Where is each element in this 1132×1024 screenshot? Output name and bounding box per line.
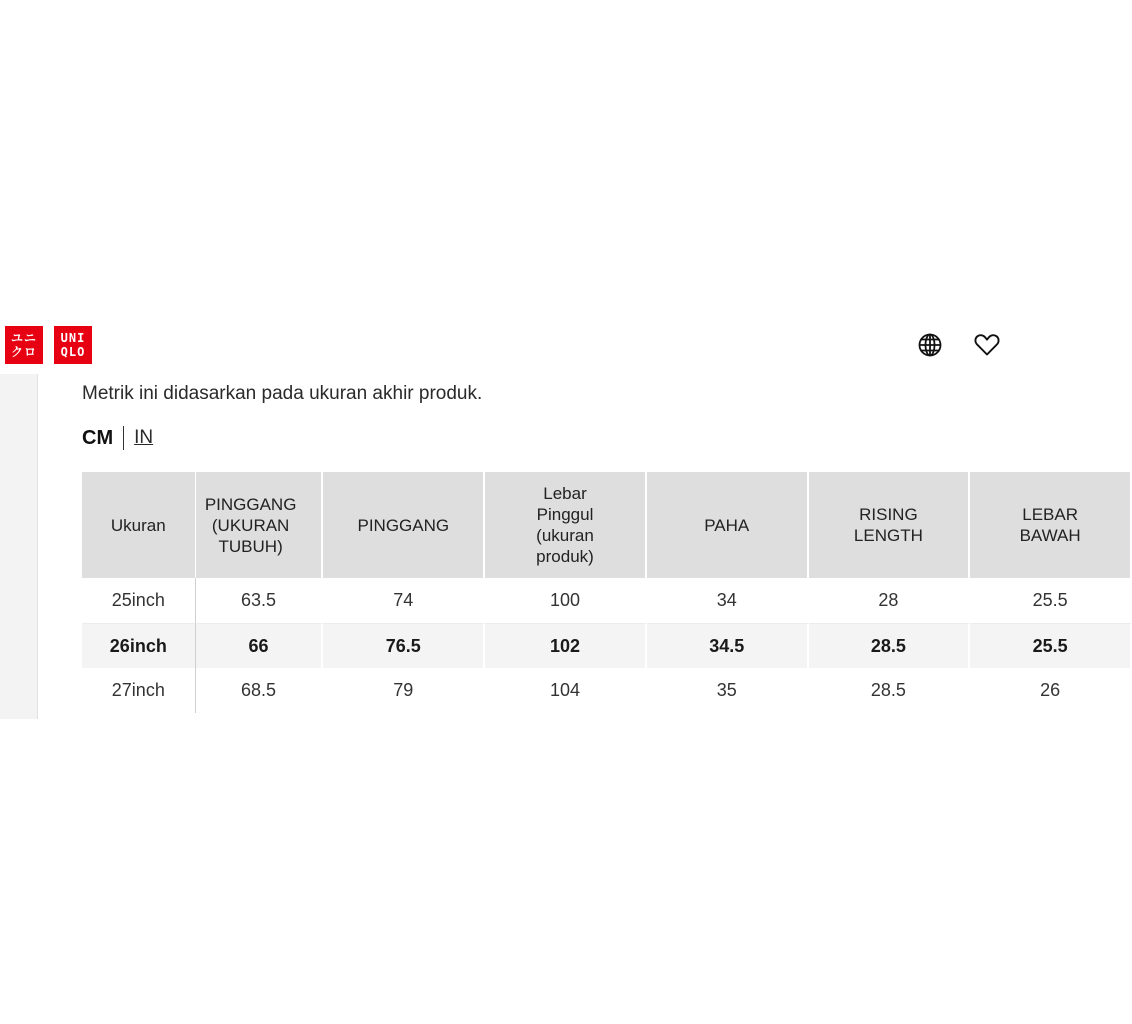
logo-kana-bottom: クロ (10, 345, 37, 359)
uniqlo-logo-katakana (5, 326, 43, 364)
uniqlo-logo-latin (54, 326, 92, 364)
table-row (82, 578, 1132, 623)
logo-kana-top: ユニ (10, 331, 37, 345)
size-table (82, 472, 1132, 713)
size-cell: 26inch (82, 623, 196, 668)
table-cell: 34 (647, 578, 809, 623)
table-cell: 28 (809, 578, 971, 623)
table-cell: 79 (323, 668, 485, 713)
table-cell: 68.5 (196, 668, 324, 713)
table-row (82, 668, 1132, 713)
table-cell: 74 (323, 578, 485, 623)
table-cell: 76.5 (323, 623, 485, 668)
unit-toggle (82, 426, 153, 450)
table-cell: 102 (485, 623, 647, 668)
table-cell: 35 (647, 668, 809, 713)
header-size: Ukuran (82, 472, 196, 578)
globe-icon[interactable] (916, 331, 944, 359)
table-cell: 66 (196, 623, 324, 668)
side-panel-rail (0, 374, 38, 719)
table-cell: 28.5 (809, 668, 971, 713)
size-cell: 25inch (82, 578, 196, 623)
header-hip-width: Lebar Pinggul (ukuran produk) (485, 472, 647, 578)
table-header-row (82, 472, 1132, 578)
table-cell: 34.5 (647, 623, 809, 668)
header-hem-width: LEBAR BAWAH (970, 472, 1132, 578)
unit-divider (123, 426, 124, 450)
table-cell: 100 (485, 578, 647, 623)
header-waist: PINGGANG (323, 472, 485, 578)
table-cell: 26 (970, 668, 1132, 713)
size-table-scroll[interactable] (82, 472, 1081, 714)
table-cell: 25.5 (970, 578, 1132, 623)
logo-text-bottom: QLO (60, 345, 86, 359)
size-cell: 27inch (82, 668, 196, 713)
table-cell: 28.5 (809, 623, 971, 668)
table-cell: 25.5 (970, 623, 1132, 668)
header-waist-body: PINGGANG (UKURAN TUBUH) (196, 472, 324, 578)
unit-in-link[interactable]: IN (134, 427, 154, 448)
header-rising-length: RISING LENGTH (809, 472, 971, 578)
table-row-highlighted (82, 623, 1132, 668)
size-note: Metrik ini didasarkan pada ukuran akhir produk. (82, 383, 483, 404)
logo-text-top: UNI (60, 331, 86, 345)
header-thigh: PAHA (647, 472, 809, 578)
unit-cm-option[interactable]: CM (82, 426, 114, 449)
heart-icon[interactable] (973, 331, 1001, 359)
table-cell: 63.5 (196, 578, 324, 623)
table-cell: 104 (485, 668, 647, 713)
uniqlo-logo[interactable] (5, 326, 92, 364)
